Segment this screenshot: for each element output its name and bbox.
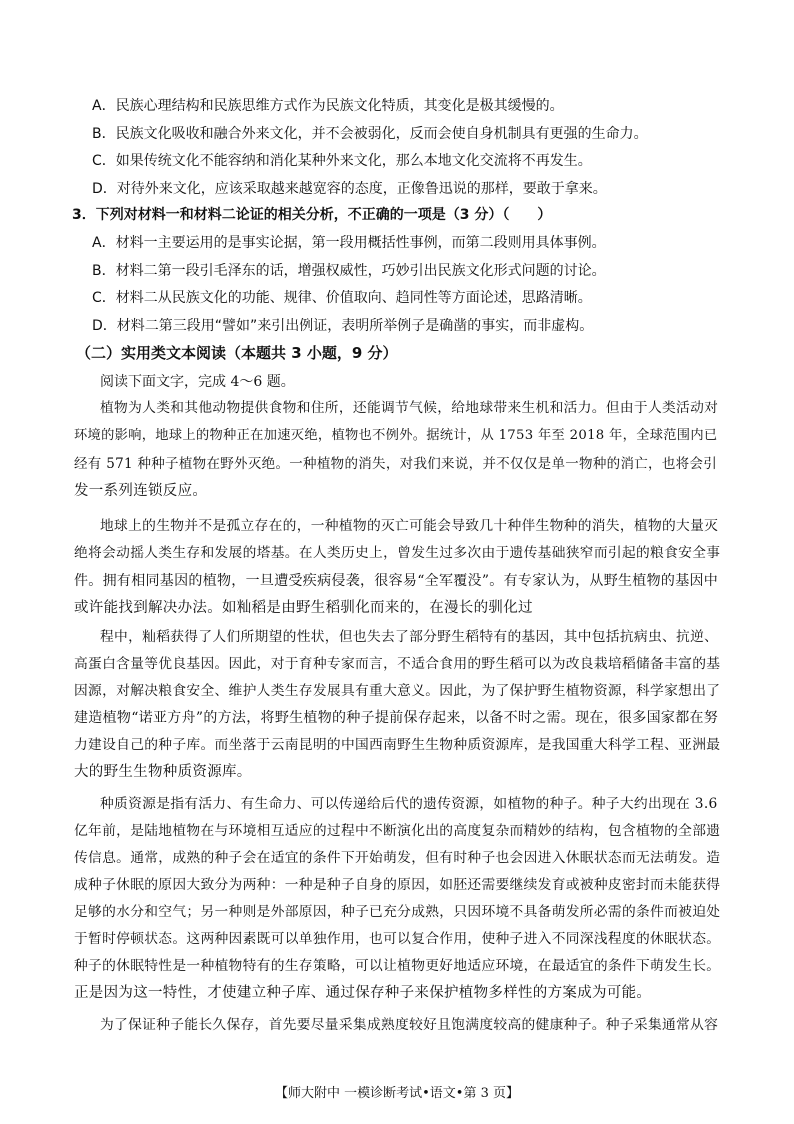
page-footer: 【师大附中 一模诊断考试•语文•第 3 页】 (274, 1086, 519, 1101)
passage-line: 环境的影响，地球上的物种正在加速灭绝，植物也不例外。据统计，从 1753 年至 2018 年，全球范围内已 (74, 428, 718, 443)
q3-option-b: B．材料二第一段引毛泽东的话，增强权威性，巧妙引出民族文化形式问题的讨论。 (92, 263, 606, 279)
passage-line: 传信息。通常，成熟的种子会在适宜的条件下开始萌发，但有时种子也会因进入休眠状态而无法萌发。造 (74, 850, 721, 866)
passage-line: 力建设自己的种子库。而坐落于云南昆明的中国西南野生生物种质资源库，是我国重大科学工程、亚洲最 (74, 737, 721, 753)
passage-line: 植物为人类和其他动物提供食物和住所，还能调节气候，给地球带来生机和活力。但由于人类活动对 (100, 400, 719, 416)
passage-line: 种子的休眠特性是一种植物特有的生存策略，可以让植物更好地适应环境，在最适宜的条件下萌发生长。 (74, 958, 721, 974)
section-title: （二）实用类文本阅读（本题共 3 小题，9 分） (76, 344, 398, 362)
passage-line: 高蛋白含量等优良基因。因此，对于育种专家而言，不适合食用的野生稻可以为改良栽培稻储备丰富的基 (74, 656, 721, 672)
q3-option-c: C．材料二从民族文化的功能、规律、价值取向、趋同性等方面论述，思路清晰。 (92, 290, 592, 306)
question-3: 3．下列对材料一和材料二论证的相关分析，不正确的一项是（3 分）（ ） (72, 207, 552, 223)
q2-option-c: C．如果传统文化不能容纳和消化某种外来文化，那么本地文化交流将不再发生。 (92, 153, 592, 169)
passage-line: 种质资源是指有活力、有生命力、可以传递给后代的遗传资源，如植物的种子。种子大约出现在 3.6 (100, 796, 718, 812)
passage-line: 程中，籼稻获得了人们所期望的性状，但也失去了部分野生稻特有的基因，其中包括抗病虫、抗逆、 (100, 629, 719, 645)
passage-line: 绝将会动摇人类生存和发展的塔基。在人类历史上，曾发生过多次由于遗传基础狭窄而引起的粮食安全事 (74, 545, 721, 561)
passage-line: 于暂时停顿状态。这两种因素既可以单独作用，也可以复合作用，使种子进入不同深浅程度的休眠状态。 (74, 931, 721, 947)
passage-line: 为了保证种子能长久保存，首先要尽量采集成熟度较好且饱满度较高的健康种子。种子采集通常从容 (100, 1017, 719, 1033)
q2-option-d: D．对待外来文化，应该采取越来越宽容的态度，正像鲁迅说的那样，要敢于拿来。 (92, 181, 607, 197)
passage-line: 或许能找到解决办法。如籼稻是由野生稻驯化而来的，在漫长的驯化过 (74, 600, 533, 616)
passage-line: 正是因为这一特性，才使建立种子库、通过保存种子来保护植物多样性的方案成为可能。 (74, 985, 652, 1001)
passage-line: 经有 571 种种子植物在野外灭绝。一种植物的消失，对我们来说，并不仅仅是单一物种的消亡，也将会引 (74, 456, 718, 472)
q3-option-a: A．材料一主要运用的是事实论据，第一段用概括性事例，而第二段则用具体事例。 (92, 235, 606, 251)
passage-line: 足够的水分和空气；另一种则是外部原因，种子已充分成熟，只因环境不具备萌发所必需的条件而被迫处 (74, 904, 721, 920)
instruction: 阅读下面文字，完成 4～6 题。 (100, 374, 295, 390)
passage-line: 发一系列连锁反应。 (74, 483, 208, 499)
passage-line: 成种子休眠的原因大致分为两种：一种是种子自身的原因，如胚还需要继续发育或被种皮密封而未能获得 (74, 877, 721, 893)
passage-line: 亿年前，是陆地植物在与环境相互适应的过程中不断演化出的高度复杂而精妙的结构，包含植物的全部遗 (74, 823, 721, 839)
passage-line: 大的野生生物种质资源库。 (74, 764, 252, 780)
q3-option-d: D．材料二第三段用“譬如”来引出例证，表明所举例子是确凿的事实，而非虚构。 (92, 318, 594, 334)
passage-line: 建造植物“诺亚方舟”的方法，将野生植物的种子提前保存起来，以备不时之需。现在，很多国家都在努 (74, 710, 719, 726)
passage-line: 地球上的生物并不是孤立存在的，一种植物的灭亡可能会导致几十种伴生物种的消失，植物的大量灭 (100, 518, 719, 534)
q2-option-a: A．民族心理结构和民族思维方式作为民族文化特质，其变化是极其缓慢的。 (92, 98, 564, 114)
passage-line: 因源，对解决粮食安全、维护人类生存发展具有重大意义。因此，为了保护野生植物资源，科学家想出了 (74, 683, 721, 699)
passage-line: 件。拥有相同基因的植物，一旦遭受疾病侵袭，很容易“全军覆没”。有专家认为，从野生植物的基因中 (74, 573, 719, 589)
q2-option-b: B．民族文化吸收和融合外来文化，并不会被弱化，反而会使自身机制具有更强的生命力。 (92, 126, 648, 142)
